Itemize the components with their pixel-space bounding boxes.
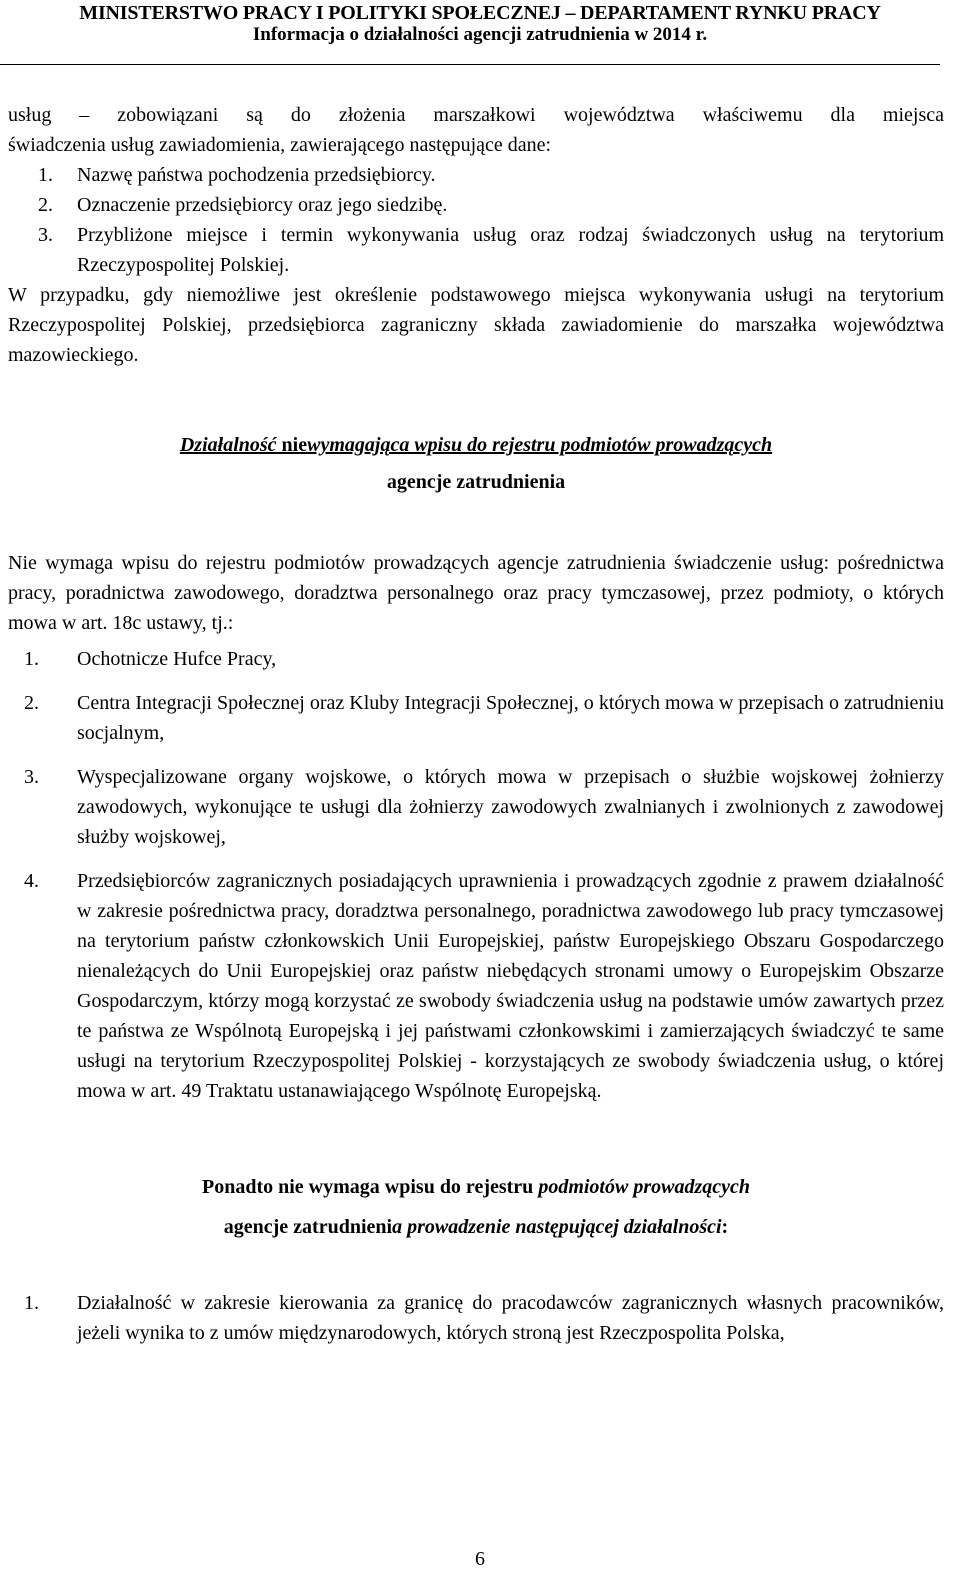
list-text: Oznaczenie przedsiębiorcy oraz jego siedzibę. — [77, 194, 448, 216]
list-text: Centra Integracji Społecznej oraz Kluby Integracji Społecznej, o których mowa w przepisach o zatrudnieniu socjalnym, — [77, 692, 944, 744]
list-text: Nazwę państwa pochodzenia przedsiębiorcy. — [77, 164, 436, 186]
heading-part: agencje zatrudnieni — [223, 1216, 393, 1238]
heading-part: wymagająca wpisu do rejestru podmiotów prowadzących — [307, 434, 773, 456]
header-report-title: Informacja o działalności agencji zatrudnienia w 2014 r. — [252, 24, 708, 45]
list-item — [8, 688, 944, 748]
paragraph-main-location: W przypadku, gdy niemożliwe jest określenie podstawowego miejsca wykonywania usługi na terytorium Rzeczypospolitej Polskiej, przedsiębiorca zagraniczny składa zawiadomienie do marszałka województwa mazowieckiego. — [8, 284, 944, 366]
list-item — [8, 190, 944, 220]
section-heading-1 — [8, 430, 944, 460]
list-text: Przedsiębiorców zagranicznych posiadających uprawnienia i prowadzących zgodnie z prawem działalność w zakresie pośrednictwa pracy, doradztwa personalnego, poradnictwa zawodowego lub pracy tymczasowej na terytorium państw członkowskich Unii Europejskiej, państw Europejskiego Obszaru Gospodarczego nienależących do Unii Europejskiej oraz państw niebędących stronami umowy o Europejskim Obszarze Gospodarczym, którzy mogą korzystać ze swobody świadczenia usług na podstawie umów zawartych przez te państwa ze Wspólnotą Europejską i jej państwami członkowskimi i zamierzających świadczyć te same usługi na terytorium Rzeczypospolitej Polskiej - korzystających ze swobody świadczenia usług, o której mowa w art. 49 Traktatu ustanawiającego Wspólnotę Europejską. — [77, 870, 944, 1102]
spacer — [8, 497, 944, 548]
list-item — [8, 644, 944, 674]
intro-line-2: świadczenia usług zawiadomienia, zawierającego następujące dane: — [8, 134, 552, 156]
list-number: 1. — [24, 1292, 39, 1314]
list-number: 3. — [24, 766, 39, 788]
spacer — [8, 1242, 944, 1288]
list-number: 2. — [38, 194, 53, 216]
list-number: 1. — [24, 648, 39, 670]
heading-part: a prowadzenie następującej działalności — [392, 1216, 722, 1238]
list-number: 3. — [38, 224, 53, 246]
spacer — [8, 370, 944, 430]
list-item — [8, 762, 944, 852]
page-header — [0, 0, 960, 46]
heading-part: Ponadto nie wymaga wpisu do rejestru — [202, 1176, 539, 1198]
list-item — [8, 160, 944, 190]
section-heading-1-line-2: agencje zatrudnienia — [386, 471, 566, 493]
heading-part: podmiotów prowadzących — [538, 1176, 750, 1198]
spacer — [8, 1202, 944, 1212]
heading-part: nie — [276, 434, 308, 456]
spacer — [8, 460, 944, 467]
intro-list — [8, 160, 944, 280]
list-number: 2. — [24, 692, 39, 714]
exempt-activities-list — [8, 1288, 944, 1348]
header-divider — [0, 64, 940, 65]
list-text: Przybliżone miejsce i termin wykonywania usług oraz rodzaj świadczonych usług na terytorium Rzeczypospolitej Polskiej. — [77, 224, 944, 276]
exempt-entities-list — [8, 644, 944, 1106]
document-body — [8, 100, 944, 1348]
intro-line-1: usług – zobowiązani są do złożenia marszałkowi województwa właściwemu dla miejsca — [8, 104, 944, 126]
heading-part: : — [721, 1216, 729, 1238]
list-item — [8, 220, 944, 280]
heading-part: Działalność — [179, 434, 277, 456]
header-ministry: MINISTERSTWO PRACY I POLITYKI SPOŁECZNEJ – DEPARTAMENT RYNKU PRACY — [79, 2, 881, 24]
list-number: 4. — [24, 870, 39, 892]
list-item — [8, 866, 944, 1106]
list-text: Wyspecjalizowane organy wojskowe, o których mowa w przepisach o służbie wojskowej żołnierzy zawodowych, wykonujące te usługi dla żołnierzy zawodowych zwalnianych i zwolnionych z zawodowej służby wojskowej, — [77, 766, 944, 848]
list-text: Działalność w zakresie kierowania za granicę do pracodawców zagranicznych własnych pracowników, jeżeli wynika to z umów międzynarodowych, których stroną jest Rzeczpospolita Polska, — [77, 1292, 944, 1344]
section-heading-2 — [8, 1172, 944, 1202]
section-heading-2-line-2 — [8, 1212, 944, 1242]
list-number: 1. — [38, 164, 53, 186]
paragraph-exemption: Nie wymaga wpisu do rejestru podmiotów prowadzących agencje zatrudnienia świadczenie usług: pośrednictwa pracy, poradnictwa zawodowego, doradztwa personalnego oraz pracy tymczasowej, przez podmioty, o których mowa w art. 18c ustawy, tj.: — [8, 552, 944, 634]
list-text: Ochotnicze Hufce Pracy, — [77, 648, 277, 670]
page-number: 6 — [475, 1548, 485, 1570]
spacer — [8, 1106, 944, 1172]
list-item — [8, 1288, 944, 1348]
